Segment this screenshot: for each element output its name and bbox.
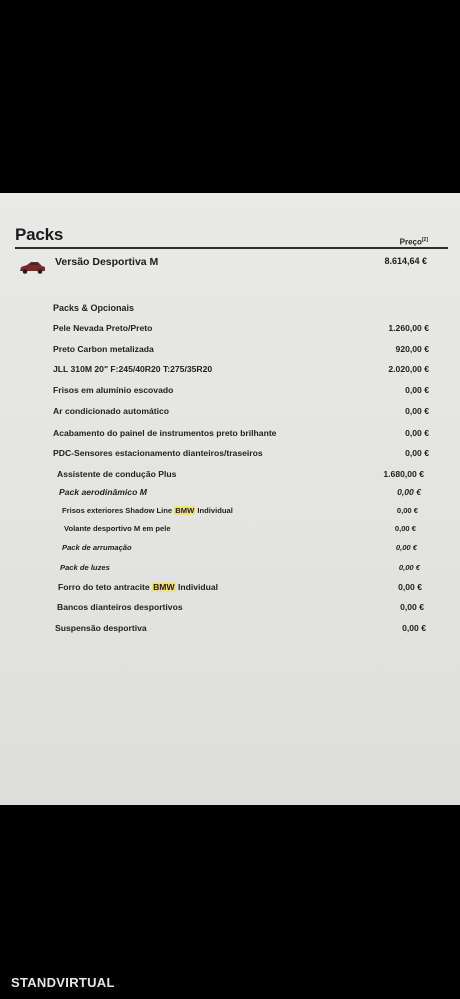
option-price: 920,00 €: [395, 344, 429, 354]
option-label: Volante desportivo M em pele: [64, 524, 171, 533]
option-row: [0, 344, 460, 358]
option-label-text: Individual: [177, 582, 219, 592]
option-price: 0,00 €: [405, 406, 429, 416]
option-label: [62, 506, 233, 515]
section-heading: Packs & Opcionais: [53, 303, 135, 313]
option-price: 2.020,00 €: [388, 364, 429, 374]
option-row: [0, 448, 460, 462]
option-label: Bancos dianteiros desportivos: [57, 602, 183, 612]
option-label: JLL 310M 20" F:245/40R20 T:275/35R20: [53, 364, 213, 374]
option-row: [0, 487, 460, 501]
option-price: 0,00 €: [402, 623, 426, 633]
version-label: Versão Desportiva M: [55, 256, 159, 268]
car-thumbnail-icon: [18, 259, 46, 276]
option-row: [0, 582, 460, 596]
price-header-label: Preço: [399, 237, 422, 247]
option-price: 0,00 €: [394, 524, 416, 533]
option-label: Pack aerodinâmico M: [59, 487, 147, 497]
option-price: 0,00 €: [405, 448, 429, 458]
option-label: Assistente de condução Plus: [57, 469, 177, 479]
option-row: [0, 602, 460, 616]
price-column-header: [400, 237, 428, 247]
option-price: 1.260,00 €: [388, 323, 429, 333]
option-price: 0,00 €: [395, 543, 417, 552]
option-row: [0, 563, 460, 577]
option-row: [0, 428, 460, 442]
option-label: Pack de luzes: [60, 563, 110, 572]
option-price: 0,00 €: [405, 428, 429, 438]
option-label-text: Forro do teto antracite: [58, 582, 150, 592]
option-label-text: Frisos exteriores Shadow Line: [62, 506, 173, 515]
option-row: [0, 524, 460, 538]
option-label-text: Individual: [197, 506, 233, 515]
option-row: [0, 364, 460, 378]
option-label: Ar condicionado automático: [53, 406, 170, 416]
page-title: Packs: [15, 225, 64, 244]
option-label: Pele Nevada Preto/Preto: [53, 323, 153, 333]
watermark: STANDVIRTUAL: [11, 975, 115, 990]
option-price: 0,00 €: [398, 582, 422, 592]
option-price: 0,00 €: [405, 385, 429, 395]
option-row: [0, 506, 460, 520]
option-row: [0, 406, 460, 420]
option-label: Acabamento do painel de instrumentos preto brilhante: [53, 428, 277, 438]
brand-highlight: BMW: [153, 582, 175, 592]
title-divider: [15, 247, 448, 249]
option-label: [58, 582, 218, 592]
price-header-footnote: [2]: [421, 237, 428, 243]
brand-highlight: BMW: [175, 506, 195, 515]
option-price: 1.680,00 €: [383, 469, 424, 479]
option-row: [0, 469, 460, 483]
option-label: Pack de arrumação: [62, 543, 132, 552]
option-label: Preto Carbon metalizada: [53, 344, 154, 354]
option-label: Frisos em alumínio escovado: [53, 385, 174, 395]
option-row: [0, 385, 460, 399]
option-row: [0, 543, 460, 557]
option-row: [0, 623, 460, 637]
document-page: [0, 193, 460, 805]
option-label: Suspensão desportiva: [55, 623, 147, 633]
option-price: 0,00 €: [396, 506, 418, 515]
option-label: PDC-Sensores estacionamento dianteiros/traseiros: [53, 448, 263, 458]
option-price: 0,00 €: [398, 563, 420, 572]
option-price: 0,00 €: [397, 487, 421, 497]
version-price: 8.614,64 €: [384, 256, 427, 266]
option-row: [0, 323, 460, 337]
option-price: 0,00 €: [400, 602, 424, 612]
